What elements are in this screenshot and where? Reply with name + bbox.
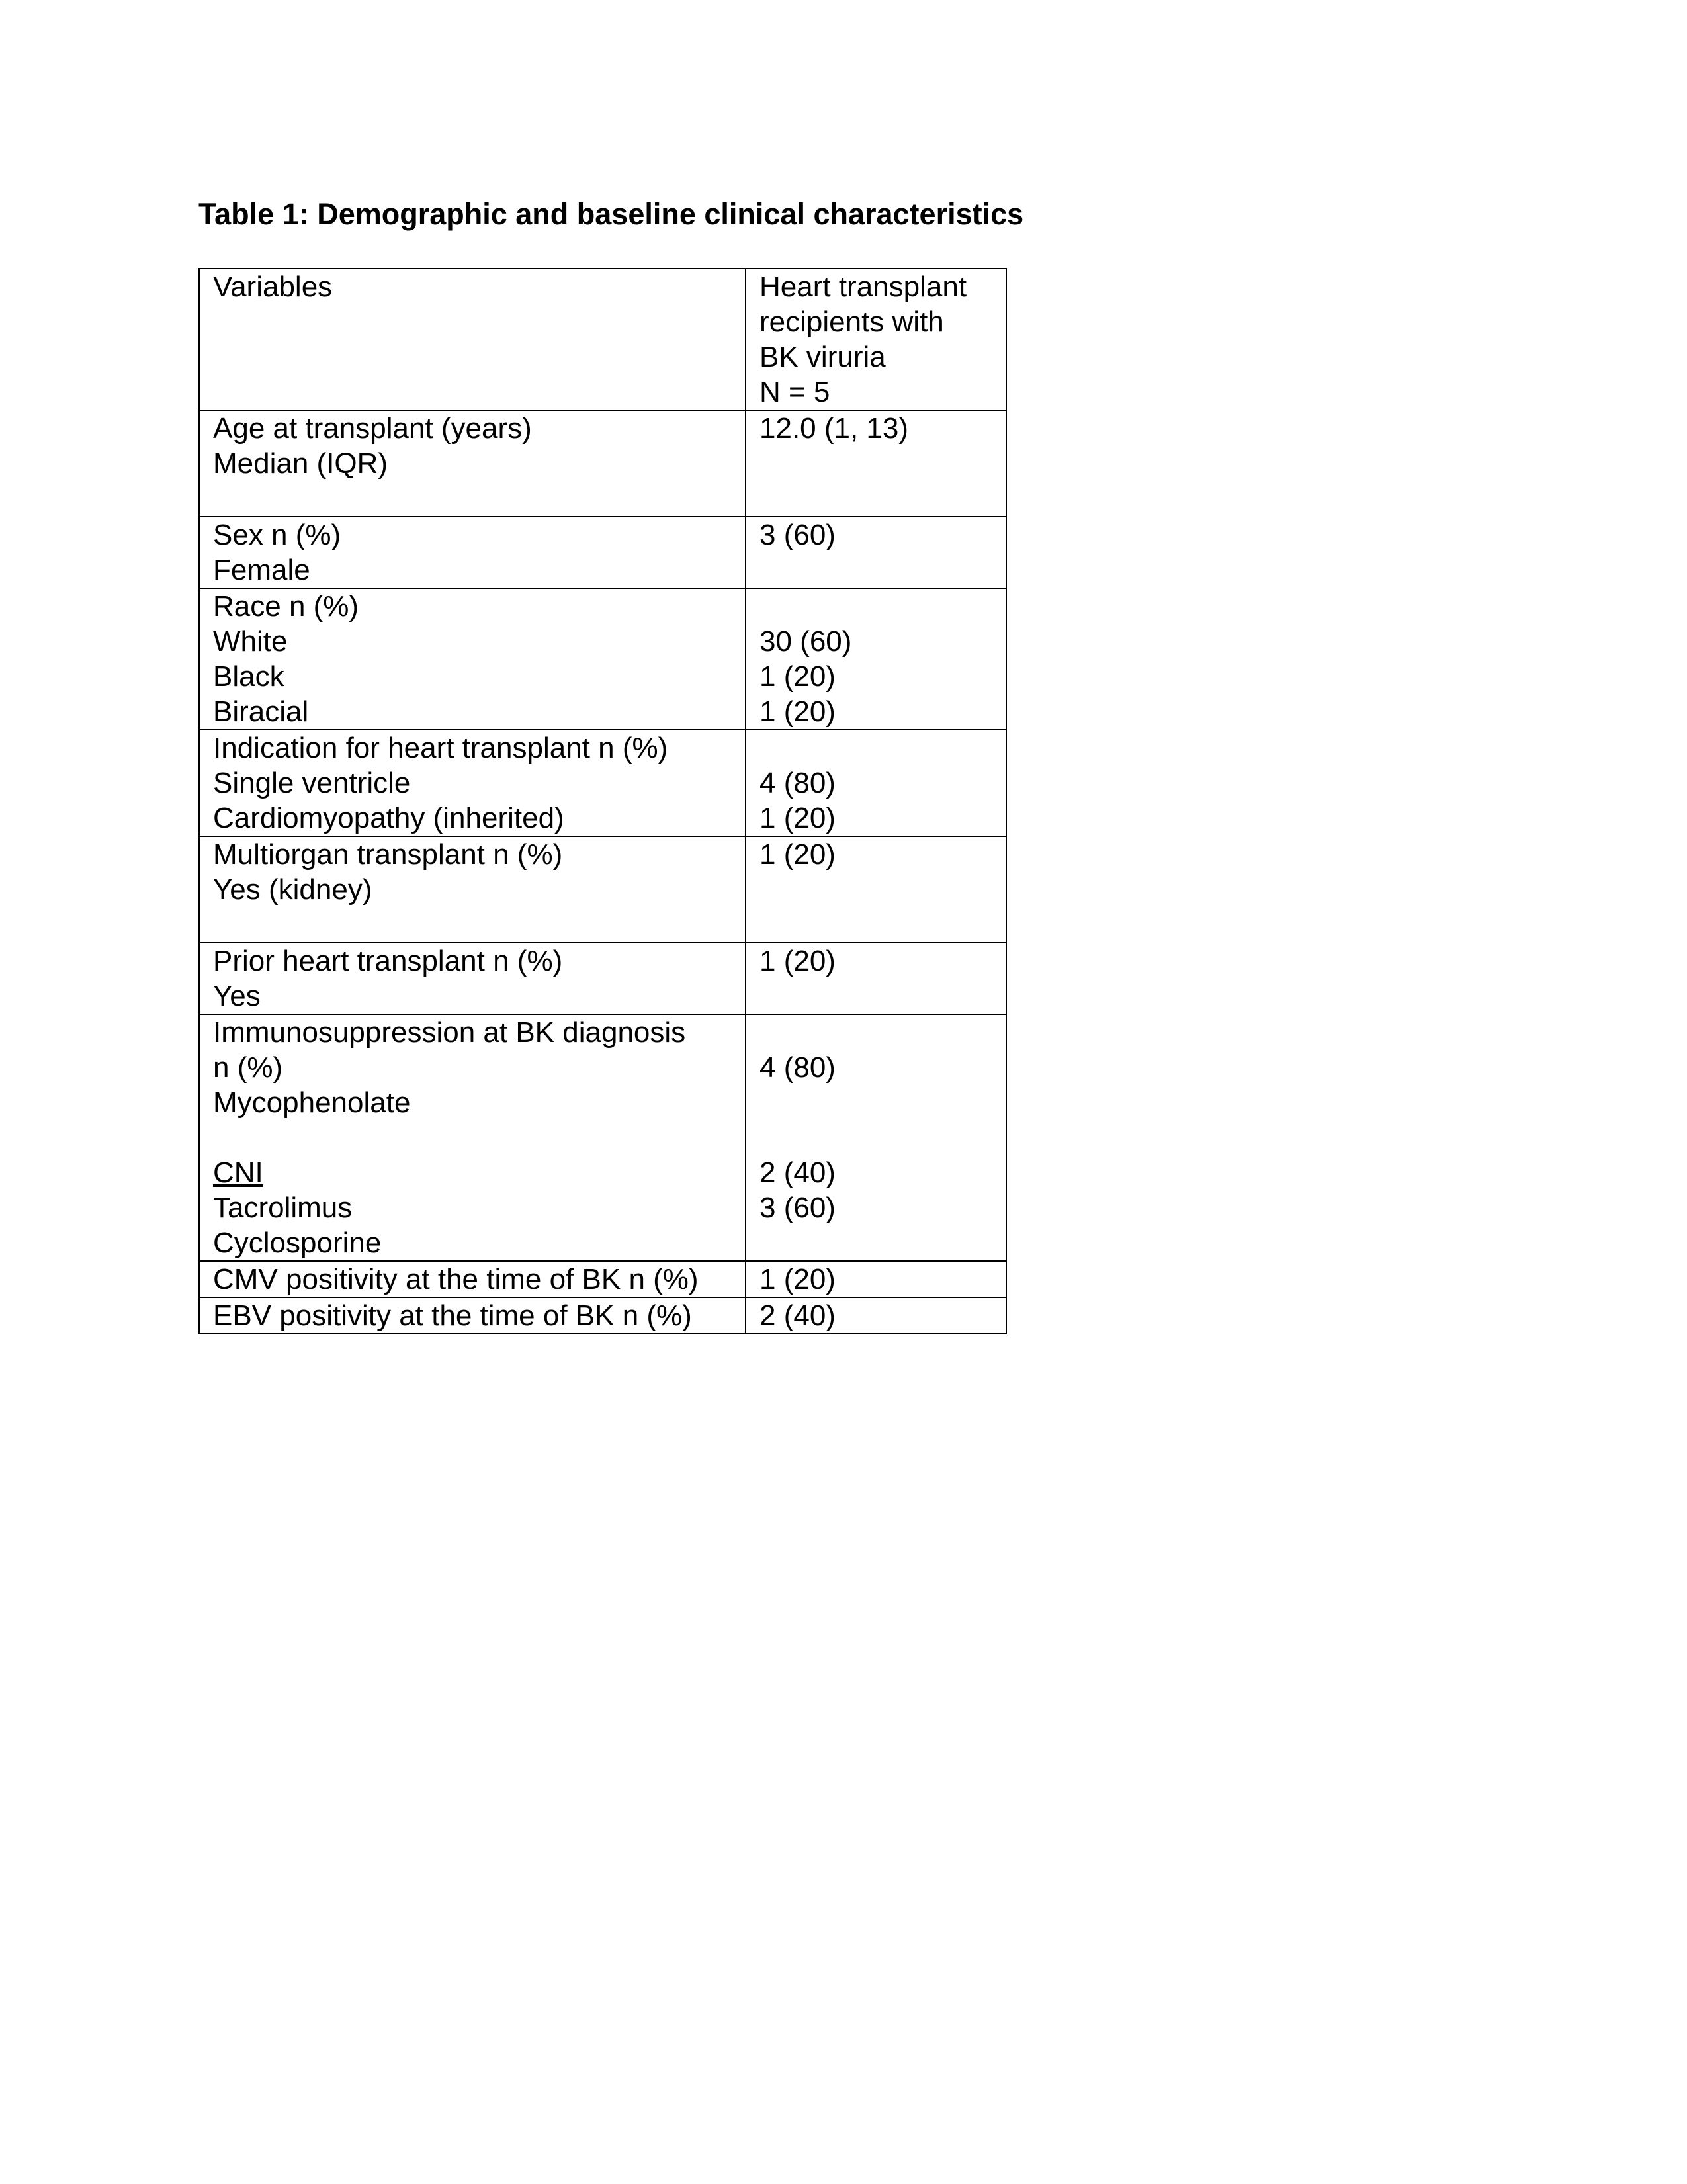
value-line — [759, 552, 992, 588]
value-cell — [746, 1297, 1006, 1334]
variable-line: Age at transplant (years) — [213, 412, 532, 445]
value-line: 1 (20) — [759, 802, 836, 834]
value-line: 1 (20) — [759, 945, 836, 977]
value-line: 4 (80) — [759, 767, 836, 799]
value-cell — [746, 943, 1006, 1014]
value-line: 3 (60) — [759, 1192, 836, 1224]
variable-line — [213, 907, 732, 942]
variable-line: CMV positivity at the time of BK n (%) — [213, 1263, 699, 1295]
variable-line: Median (IQR) — [213, 447, 388, 480]
variable-line: Yes (kidney) — [213, 873, 372, 906]
variable-cell — [199, 1014, 746, 1261]
value-line: 1 (20) — [759, 1263, 836, 1295]
value-line: 30 (60) — [759, 625, 852, 658]
table-row-cmv — [199, 1261, 1006, 1297]
group-header-line: N = 5 — [759, 376, 830, 408]
value-line: 12.0 (1, 13) — [759, 412, 909, 445]
variable-cell — [199, 517, 746, 588]
variable-line: Cyclosporine — [213, 1227, 382, 1259]
value-line — [759, 1015, 992, 1050]
variable-cell — [199, 1297, 746, 1334]
variables-header: Variables — [213, 271, 333, 303]
value-line — [759, 979, 992, 1014]
variable-cell — [199, 588, 746, 730]
table-title: Table 1: Demographic and baseline clinical characteristics — [198, 197, 1024, 231]
table-row-prior-transplant — [199, 943, 1006, 1014]
variable-line: n (%) — [213, 1051, 283, 1084]
group-header-line: recipients with — [759, 306, 944, 338]
variable-line: Biracial — [213, 695, 309, 728]
variable-line: Tacrolimus — [213, 1192, 353, 1224]
value-cell — [746, 588, 1006, 730]
value-cell — [746, 730, 1006, 836]
group-header-line: BK viruria — [759, 341, 886, 373]
variable-cell — [199, 730, 746, 836]
value-line: 1 (20) — [759, 660, 836, 693]
variable-line: Yes — [213, 980, 261, 1012]
variable-line: Indication for heart transplant n (%) — [213, 732, 668, 764]
value-line: 1 (20) — [759, 838, 836, 871]
group-header-line: Heart transplant — [759, 271, 967, 303]
variable-line: Multiorgan transplant n (%) — [213, 838, 563, 871]
variable-line: Prior heart transplant n (%) — [213, 945, 563, 977]
value-cell — [746, 1014, 1006, 1261]
value-cell — [746, 410, 1006, 517]
value-line — [759, 1120, 992, 1155]
variable-line: Black — [213, 660, 284, 693]
table-row-race — [199, 588, 1006, 730]
value-line: 1 (20) — [759, 695, 836, 728]
value-cell — [746, 1261, 1006, 1297]
variable-line: Single ventricle — [213, 767, 411, 799]
variable-cell — [199, 1261, 746, 1297]
variable-line: Race n (%) — [213, 590, 359, 623]
value-line: 2 (40) — [759, 1299, 836, 1332]
table-row-ebv — [199, 1297, 1006, 1334]
value-line — [759, 730, 992, 765]
group-header-cell — [746, 269, 1006, 410]
table-row-age — [199, 410, 1006, 517]
demographics-table — [198, 268, 1007, 1334]
variable-line: Female — [213, 554, 310, 586]
table-row-sex — [199, 517, 1006, 588]
value-line — [759, 446, 992, 481]
table-row-indication — [199, 730, 1006, 836]
value-cell — [746, 836, 1006, 943]
table-row-immunosuppression — [199, 1014, 1006, 1261]
table-row-multiorgan — [199, 836, 1006, 943]
variable-line: Cardiomyopathy (inherited) — [213, 802, 564, 834]
table-header-row — [199, 269, 1006, 410]
variables-header-cell — [199, 269, 746, 410]
value-line — [759, 1225, 992, 1260]
value-line: 4 (80) — [759, 1051, 836, 1084]
variable-line — [213, 481, 732, 516]
variable-line — [213, 1120, 732, 1155]
variable-line: Immunosuppression at BK diagnosis — [213, 1016, 686, 1049]
variable-cell — [199, 410, 746, 517]
value-cell — [746, 517, 1006, 588]
value-line: 3 (60) — [759, 519, 836, 551]
value-line — [759, 872, 992, 907]
variable-cell — [199, 836, 746, 943]
variable-line: Mycophenolate — [213, 1086, 411, 1119]
value-line — [759, 907, 992, 942]
variable-subheading: CNI — [213, 1157, 263, 1189]
variable-cell — [199, 943, 746, 1014]
variable-line: Sex n (%) — [213, 519, 341, 551]
value-line — [759, 481, 992, 516]
variable-line: EBV positivity at the time of BK n (%) — [213, 1299, 692, 1332]
value-line — [759, 1085, 992, 1120]
value-line — [759, 589, 992, 624]
variable-line: White — [213, 625, 288, 658]
value-line: 2 (40) — [759, 1157, 836, 1189]
